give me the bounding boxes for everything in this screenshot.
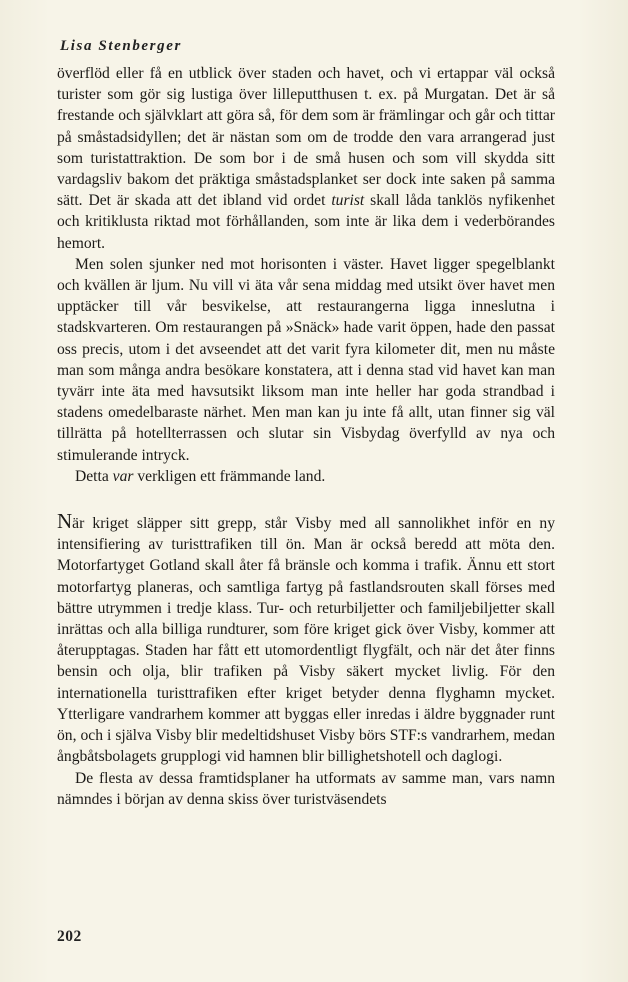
text-run: Detta [75,467,113,485]
paragraph: De flesta av dessa framtidsplaner ha utformats av samme man, vars namn nämndes i början av denna skiss över turistväsendets [57,769,555,808]
body-text [57,63,555,810]
paragraph [57,63,555,254]
italic-word: turist [331,192,365,210]
section-paragraph [57,511,555,767]
text-run: verkligen ett främmande land. [133,467,326,485]
text-run: skall låda tanklös nyfikenhet och kritiklusta riktad mot förhållanden, som inte är lika dem i vederbörandes hemort. [57,192,555,252]
initial-letter: N [57,509,73,534]
text-run: är kriget släpper sitt grepp, står Visby med all sannolikhet inför en ny intensifiering av turisttrafiken till ön. Man är också beredd att möta den. Motorfartyget Gotland skall åter få bränsle och komma i trafik. Ännu ett stort motorfartyg planeras, och samtliga fartyg på fastlandsrouten skall förses med bättre utrymmen i tredje klass. Tur- och returbiljetter och familjebiljetter skall inrättas och alla billiga rundturer, som före kriget gick över Visby, kommer att återupptagas. Staden har fått ett utomordentligt flygfält, och när det åter finns bensin och olja, blir trafiken på Visby säkert mycket livlig. För den internationella turisttrafiken efter kriget betyder denna flyghamn mycket. Ytterligare vandrarhem kommer att byggas eller inredas i äldre byggnader runt ön, och i själva Visby blir medeltidshuset Visby börs STF:s vandrarhem, medan ångbåtsbolagets grupplogi vid hamnen blir billighetshotell och daglogi. [57,515,555,766]
paragraph: Men solen sjunker ned mot horisonten i väster. Havet ligger spegelblankt och kvällen är ljum. Nu vill vi äta vår sena middag med utsikt över havet men upptäcker till vår besvikelse, att restaurangerna ligga inneslutna i stadskvarteren. Om restaurangen på »Snäck» hade varit öppen, hade den passat oss precis, utom i det avseendet att det varit fyra kilometer dit, men nu måste man som många andra besökare konstatera, att i denna stad vid havet kan man tyvärr inte äta med havsutsikt liksom man inte heller har goda strandbad i stadens omedelbaraste närhet. Men man kan ju inte få allt, utan finner sig väl tillrätta på hotellterrassen och slutar sin Visbydag överfylld av nya och stimulerande intryck. [57,255,555,464]
text-run: överflöd eller få en utblick över staden och havet, och vi ertappar väl också turister som gör sig lustiga över lilleputthusen t. ex. på Murgatan. Det är så frestande och självklart att göra så, för dem som är främlingar och går och tittar på småstadsidyllen; det är nästan som om de trodde den vara arrangerad just som turistattraktion. De som bor i de små husen och som vill skydda sitt vardagsliv bakom det präktiga småstadsplanket ser dock inte saken på samma sätt. Det är skada att det ibland vid ordet [57,65,555,210]
italic-word: var [112,467,134,485]
page-number: 202 [57,928,82,945]
running-head-author: Lisa Stenberger [60,38,182,54]
paragraph [57,466,555,487]
